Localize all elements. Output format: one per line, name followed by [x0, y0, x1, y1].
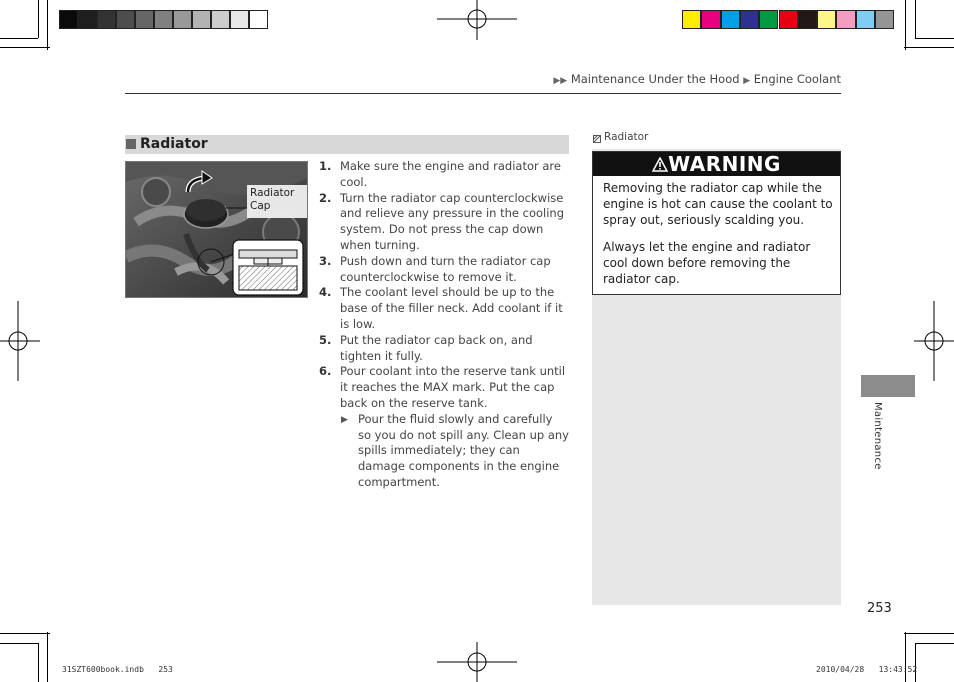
gray-swatch: [230, 10, 249, 29]
step-item: [319, 159, 569, 191]
color-swatch: [721, 10, 740, 29]
warning-box: [592, 151, 841, 295]
registration-mark-top: [437, 0, 517, 40]
warning-title: WARNING: [668, 152, 781, 176]
step-text: Pour coolant into the reserve tank until it reaches the MAX mark. Put the cap back on the reserve tank.: [340, 364, 566, 410]
footer-date: 2010/04/28: [816, 665, 865, 674]
sidebar-panel: [592, 130, 841, 605]
step-number: 4.: [319, 285, 332, 300]
footer-time: 13:43:52: [878, 665, 918, 674]
section-square-icon: [126, 139, 136, 149]
arrow-icon: ▶: [341, 414, 348, 425]
gray-swatch: [78, 10, 97, 29]
warning-header: [593, 152, 840, 176]
registration-mark-left: [0, 301, 40, 381]
footer-timestamp: [816, 665, 917, 674]
label-line-2: Cap: [250, 200, 271, 212]
arrow-icon: ▶: [743, 76, 751, 86]
color-swatch: [856, 10, 875, 29]
label-line-1: Radiator: [250, 187, 295, 199]
double-arrow-icon: ▶▶: [553, 76, 568, 86]
color-swatch: [875, 10, 894, 29]
radiator-cap-illustration: [125, 161, 308, 298]
registration-mark-right: [914, 301, 954, 381]
color-swatch: [682, 10, 701, 29]
breadcrumb-page: Engine Coolant: [753, 72, 841, 86]
color-swatch: [740, 10, 759, 29]
warning-paragraph-2: Always let the engine and radiator cool down before removing the radiator cap.: [603, 240, 811, 286]
gray-swatch: [59, 10, 78, 29]
sidebar-header: [592, 130, 841, 149]
substep-note: [341, 412, 569, 491]
engine-illustration: [126, 162, 308, 298]
page-number: 253: [867, 601, 892, 616]
step-number: 1.: [319, 159, 332, 173]
step-text: Push down and turn the radiator cap counterclockwise to remove it.: [340, 253, 551, 284]
step-item: [319, 285, 569, 332]
step-text: Make sure the engine and radiator are cool.: [340, 159, 561, 189]
step-item: [319, 191, 569, 254]
color-swatch: [779, 10, 798, 29]
procedure-steps: [319, 159, 569, 491]
footer-filename: 31SZT600book.indb: [62, 665, 144, 674]
color-swatch: [817, 10, 836, 29]
radiator-cap-label: [250, 187, 294, 213]
section-title: Radiator: [140, 136, 208, 152]
sidebar-title: Radiator: [604, 131, 649, 143]
step-number: 6.: [319, 364, 332, 379]
step-text: The coolant level should be up to the base of the filler neck. Add coolant if it is low.: [340, 285, 563, 331]
step-number: 3.: [319, 253, 332, 268]
color-swatch: [836, 10, 855, 29]
gray-swatch: [192, 10, 211, 29]
section-header: [125, 135, 569, 154]
gray-swatch: [249, 10, 268, 29]
reference-box-icon: [593, 135, 601, 143]
footer-file: [62, 665, 173, 674]
gray-swatch: [211, 10, 230, 29]
step-item: [319, 254, 569, 286]
step-item: [319, 364, 569, 411]
header-rule: [125, 93, 841, 94]
registration-mark-bottom: [437, 642, 517, 682]
step-number: 5.: [319, 332, 332, 347]
color-swatch: [701, 10, 720, 29]
gray-swatch: [135, 10, 154, 29]
step-number: 2.: [319, 190, 332, 205]
step-text: Put the radiator cap back on, and tighten it fully.: [340, 332, 533, 363]
gray-swatch: [116, 10, 135, 29]
color-swatch: [798, 10, 817, 29]
warning-text: [603, 180, 833, 298]
warning-triangle-icon: [652, 157, 668, 172]
substep-text: Pour the fluid slowly and carefully so you do not spill any. Clean up any spills immediately; they can damage components in the engine compartment.: [358, 411, 569, 489]
footer-page: 253: [158, 665, 173, 674]
warning-paragraph-1: Removing the radiator cap while the engine is hot can cause the coolant to spray out, seriously scalding you.: [603, 181, 833, 227]
chapter-tab-label: Maintenance: [872, 402, 883, 470]
step-item: [319, 333, 569, 365]
gray-swatch: [173, 10, 192, 29]
gray-swatch: [154, 10, 173, 29]
color-swatch: [759, 10, 778, 29]
gray-swatch: [97, 10, 116, 29]
chapter-tab[interactable]: [861, 375, 915, 397]
breadcrumb-section[interactable]: Maintenance Under the Hood: [570, 72, 740, 86]
breadcrumb: [553, 72, 841, 86]
step-text: Turn the radiator cap counterclockwise and relieve any pressure in the cooling system. Do not press the cap down when turning.: [340, 190, 565, 252]
